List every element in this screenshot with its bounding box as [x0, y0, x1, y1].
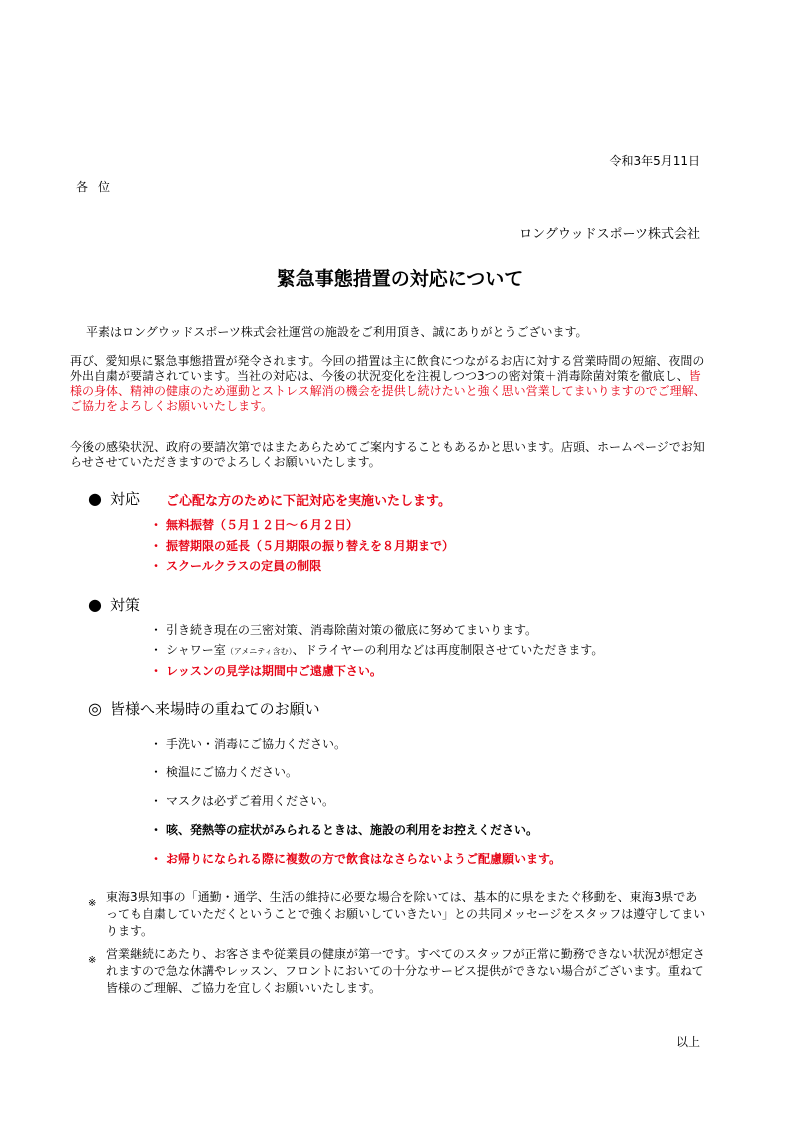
- bullet-icon: ・: [150, 737, 163, 751]
- list-item: ・ 引き続き現在の三密対策、消毒除菌対策の徹底に努めてまいります。: [150, 623, 538, 637]
- list-item: ・ マスクは必ずご着用ください。: [150, 794, 335, 808]
- amenity-note: （アメニティ含む）: [225, 647, 293, 656]
- list-item: ・ 検温にご協力ください。: [150, 765, 299, 779]
- closing-mark: 以上: [675, 1035, 700, 1049]
- bullet-icon: ・: [150, 623, 163, 637]
- announcement-paragraph: [70, 354, 710, 414]
- bullet-icon: ・: [150, 823, 163, 837]
- response-lead: ご心配な方のために下記対応を実施いたします。: [166, 494, 451, 509]
- list-item: ・ 振替期限の延長（５月期限の振り替えを８月期まで）: [150, 539, 455, 553]
- list-item: ・ シャワー室（アメニティ含む）、ドライヤーの利用などは再度制限させていただきます。: [150, 643, 604, 657]
- info-paragraph: 今後の感染状況、政府の要請次第ではまたあらためてご案内することもあるかと思います。店頭、ホームページでお知らせさせていただきますのでよろしくお願いいたします。: [70, 440, 705, 469]
- section-title: 対策: [109, 596, 140, 614]
- greeting-text: 平素はロングウッドスポーツ株式会社運営の施設をご利用頂き、誠にありがとうございます。: [86, 325, 588, 339]
- list-item: ・ スクールクラスの定員の制限: [150, 559, 322, 573]
- bullet-icon: ・: [150, 794, 163, 808]
- note-text: 東海3県知事の「通勤・通学、生活の維持に必要な場合を除いては、基本的に県をまたぐ移動を、東海3県であっても自粛していただくということで強くお願いしていきたい」との共同メッセージをスタッフは遵守してまいります。: [106, 890, 706, 938]
- list-item: ・ レッスンの見学は期間中ご遠慮下さい。: [150, 664, 382, 678]
- bullet-icon: ・: [150, 539, 163, 553]
- announcement-text: 再び、愛知県に緊急事態措置が発令されます。今回の措置は主に飲食につながるお店に対する営業時間の短縮、夜間の外出自粛が要請されています。当社の対応は、今後の状況変化を注視しつつ3つの密対策＋消毒除菌対策を徹底し、: [70, 354, 705, 383]
- bullet-icon: ・: [150, 852, 163, 866]
- note-service-continuity: [88, 946, 708, 997]
- bullet-icon: ・: [150, 559, 163, 573]
- list-item: ・ 咳、発熱等の症状がみられるときは、施設の利用をお控えください。: [150, 823, 539, 837]
- bullet-icon: ・: [150, 643, 163, 657]
- section-measures-heading: [88, 594, 140, 615]
- list-item: ・ お帰りになられる際に複数の方で飲食はなさらないようご配慮願います。: [150, 852, 562, 866]
- document-date: 令和3年5月11日: [609, 154, 700, 168]
- reference-mark-icon: ※: [88, 898, 97, 909]
- section-requests-heading: [88, 698, 320, 719]
- note-text: 営業継続にあたり、お客さまや従業員の健康が第一です。すべてのスタッフが正常に勤務できない状況が想定されますので急な休講やレッスン、フロントにおいての十分なサービス提供ができない場合がございます。重ねて皆様のご理解、ご協力を宜しくお願いいたします。: [106, 947, 705, 995]
- company-name: ロングウッドスポーツ株式会社: [519, 227, 700, 242]
- document-title: 緊急事態措置の対応について: [276, 268, 524, 290]
- section-response-heading: [88, 488, 140, 509]
- list-item: ・ 手洗い・消毒にご協力ください。: [150, 737, 347, 751]
- bullet-icon: ●: [88, 489, 102, 508]
- bullet-icon: ●: [88, 595, 102, 614]
- section-title: 皆様へ来場時の重ねてのお願い: [109, 700, 320, 718]
- bullet-icon: ・: [150, 664, 163, 678]
- addressee: 各位: [76, 180, 121, 194]
- section-title: 対応: [109, 490, 140, 508]
- list-item: ・ 無料振替（５月１２日～６月２日）: [150, 518, 359, 532]
- double-circle-icon: ◎: [88, 699, 102, 718]
- bullet-icon: ・: [150, 765, 163, 779]
- note-governors-message: [88, 889, 708, 940]
- bullet-icon: ・: [150, 518, 163, 532]
- announcement-highlight: 皆様の身体、精神の健康のため運動とストレス解消の機会を提供し続けたいと強く思い営業してまいりますのでご理解、ご協力をよろしくお願いいたします。: [70, 369, 706, 413]
- reference-mark-icon: ※: [88, 955, 97, 966]
